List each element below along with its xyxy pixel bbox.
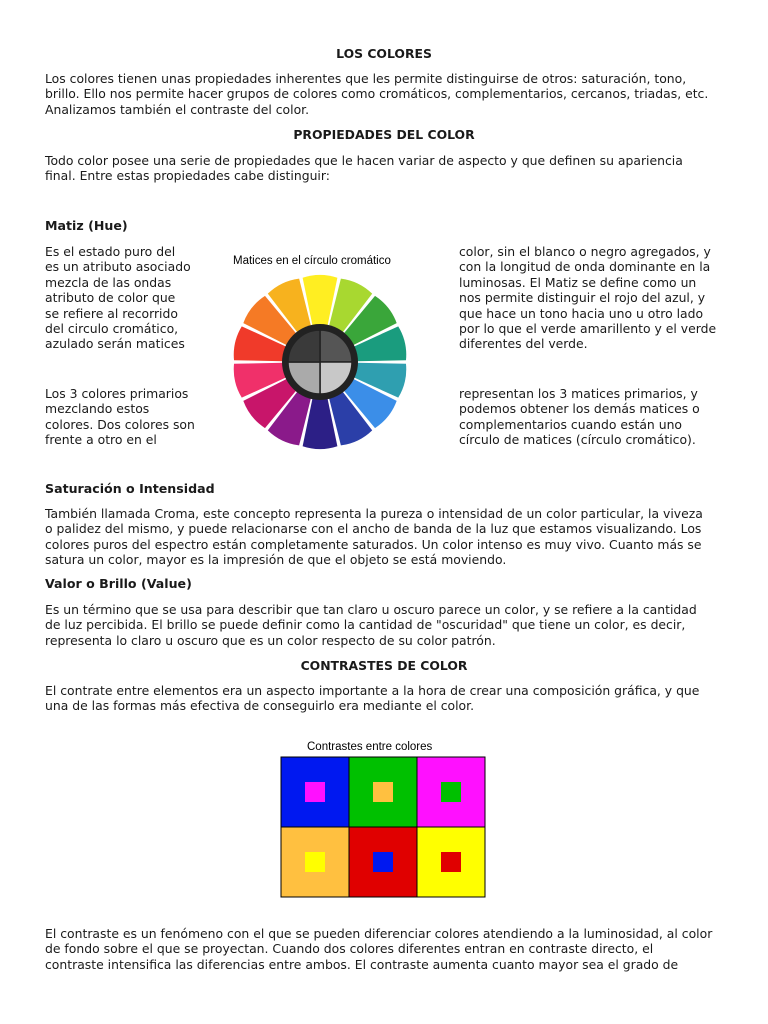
contrast-inner-square bbox=[305, 782, 325, 802]
paragraph-line: diferentes del verde. bbox=[459, 336, 588, 352]
paragraph-line: luminosas. El Matiz se define como un bbox=[459, 274, 697, 290]
intro-paragraph bbox=[45, 71, 730, 117]
paragraph-line: mezcla de las ondas bbox=[45, 274, 172, 290]
paragraph-line: se refiere al recorrido bbox=[45, 305, 178, 321]
hue-right-text-1 bbox=[459, 244, 739, 352]
hue-right-text-2 bbox=[459, 386, 739, 448]
paragraph-line: de luz percibida. El brillo se puede definir como la cantidad de "oscuridad" que tiene un color, es decir, bbox=[45, 617, 686, 633]
paragraph-line: satura un color, mayor es la impresión de que el objeto se está moviendo. bbox=[45, 552, 507, 568]
color-wheel-caption: Matices en el círculo cromático bbox=[233, 255, 391, 267]
contrast-inner-square bbox=[441, 782, 461, 802]
paragraph-line: Los 3 colores primarios bbox=[45, 386, 189, 401]
saturation-heading: Saturación o Intensidad bbox=[45, 481, 215, 496]
paragraph-line: de fondo sobre el que se proyectan. Cuando dos colores diferentes entran en contraste directo, el bbox=[45, 941, 654, 957]
properties-heading: PROPIEDADES DEL COLOR bbox=[293, 127, 475, 142]
wheel-center bbox=[282, 324, 358, 400]
paragraph-line: por lo que el verde amarillento y el verde bbox=[459, 321, 717, 337]
paragraph-line: nos permite distinguir el rojo del azul, y bbox=[459, 290, 706, 306]
paragraph-line: círculo de matices (círculo cromático). bbox=[459, 432, 696, 448]
paragraph-line: complementarios cuando están uno bbox=[459, 416, 683, 432]
hue-heading: Matiz (Hue) bbox=[45, 218, 128, 233]
value-heading: Valor o Brillo (Value) bbox=[45, 576, 192, 591]
intro-line: Los colores tienen unas propiedades inherentes que les permite distinguirse de otros: saturación, tono, bbox=[45, 71, 687, 86]
paragraph-line: colores. Dos colores son bbox=[45, 416, 195, 432]
paragraph-line: del circulo cromático, bbox=[45, 321, 179, 337]
color-wheel bbox=[232, 274, 408, 450]
paragraph-line: con la longitud de onda dominante en la bbox=[459, 259, 711, 275]
paragraph-line: una de las formas más efectiva de conseguirlo era mediante el color. bbox=[45, 698, 475, 714]
contrast-inner-square bbox=[305, 852, 325, 872]
value-paragraph bbox=[45, 602, 730, 648]
contrast-heading: CONTRASTES DE COLOR bbox=[300, 658, 468, 673]
contrast-paragraph bbox=[45, 683, 730, 714]
paragraph-line: Todo color posee una serie de propiedades que le hacen variar de aspecto y que definen su apariencia bbox=[45, 153, 683, 168]
paragraph-line: frente a otro en el bbox=[45, 432, 157, 448]
paragraph-line: azulado serán matices bbox=[45, 336, 185, 352]
paragraph-line: contraste intensifica las diferencias entre ambos. El contraste aumenta cuanto mayor sea el grado de bbox=[45, 956, 679, 972]
properties-paragraph bbox=[45, 153, 730, 184]
paragraph-line: representa lo claro u oscuro que es un color respecto de su color patrón. bbox=[45, 632, 496, 648]
contrast-inner-square bbox=[373, 852, 393, 872]
hue-left-text-1 bbox=[45, 244, 235, 352]
page-title: LOS COLORES bbox=[336, 46, 432, 61]
paragraph-line: Es un término que se usa para describir que tan claro u oscuro parece un color, y se refiere a la cantidad bbox=[45, 602, 697, 617]
paragraph-line: mezclando estos bbox=[45, 401, 150, 417]
paragraph-line: que hace un tono hacia uno u otro lado bbox=[459, 305, 704, 321]
paragraph-line: o palidez del mismo, y puede relacionarse con el ancho de banda de la luz que estamos visualizando. Los bbox=[45, 521, 702, 537]
contrast-inner-square bbox=[441, 852, 461, 872]
closing-paragraph bbox=[45, 926, 730, 972]
paragraph-line: colores puros del espectro están completamente saturados. Un color intenso es muy vivo. Cuanto más se bbox=[45, 536, 702, 552]
contrast-grid-caption: Contrastes entre colores bbox=[307, 741, 433, 753]
paragraph-line: También llamada Croma, este concepto representa la pureza o intensidad de un color particular, la viveza bbox=[45, 506, 703, 521]
contrast-grid bbox=[280, 756, 488, 898]
paragraph-line: atributo de color que bbox=[45, 290, 176, 306]
paragraph-line: color, sin el blanco o negro agregados, y bbox=[459, 244, 711, 259]
hue-left-text-2 bbox=[45, 386, 235, 448]
paragraph-line: Es el estado puro del bbox=[45, 244, 176, 259]
intro-line: brillo. Ello nos permite hacer grupos de colores como cromáticos, complementarios, cercanos, triadas, etc. bbox=[45, 86, 709, 102]
paragraph-line: El contraste es un fenómeno con el que se pueden diferenciar colores atendiendo a la luminosidad, al color bbox=[45, 926, 713, 941]
saturation-paragraph bbox=[45, 506, 730, 568]
contrast-inner-square bbox=[373, 782, 393, 802]
paragraph-line: es un atributo asociado bbox=[45, 259, 191, 275]
paragraph-line: final. Entre estas propiedades cabe distinguir: bbox=[45, 168, 330, 184]
paragraph-line: El contrate entre elementos era un aspecto importante a la hora de crear una composición gráfica, y que bbox=[45, 683, 700, 698]
paragraph-line: podemos obtener los demás matices o bbox=[459, 401, 700, 417]
intro-line: Analizamos también el contraste del color. bbox=[45, 101, 310, 117]
paragraph-line: representan los 3 matices primarios, y bbox=[459, 386, 698, 401]
